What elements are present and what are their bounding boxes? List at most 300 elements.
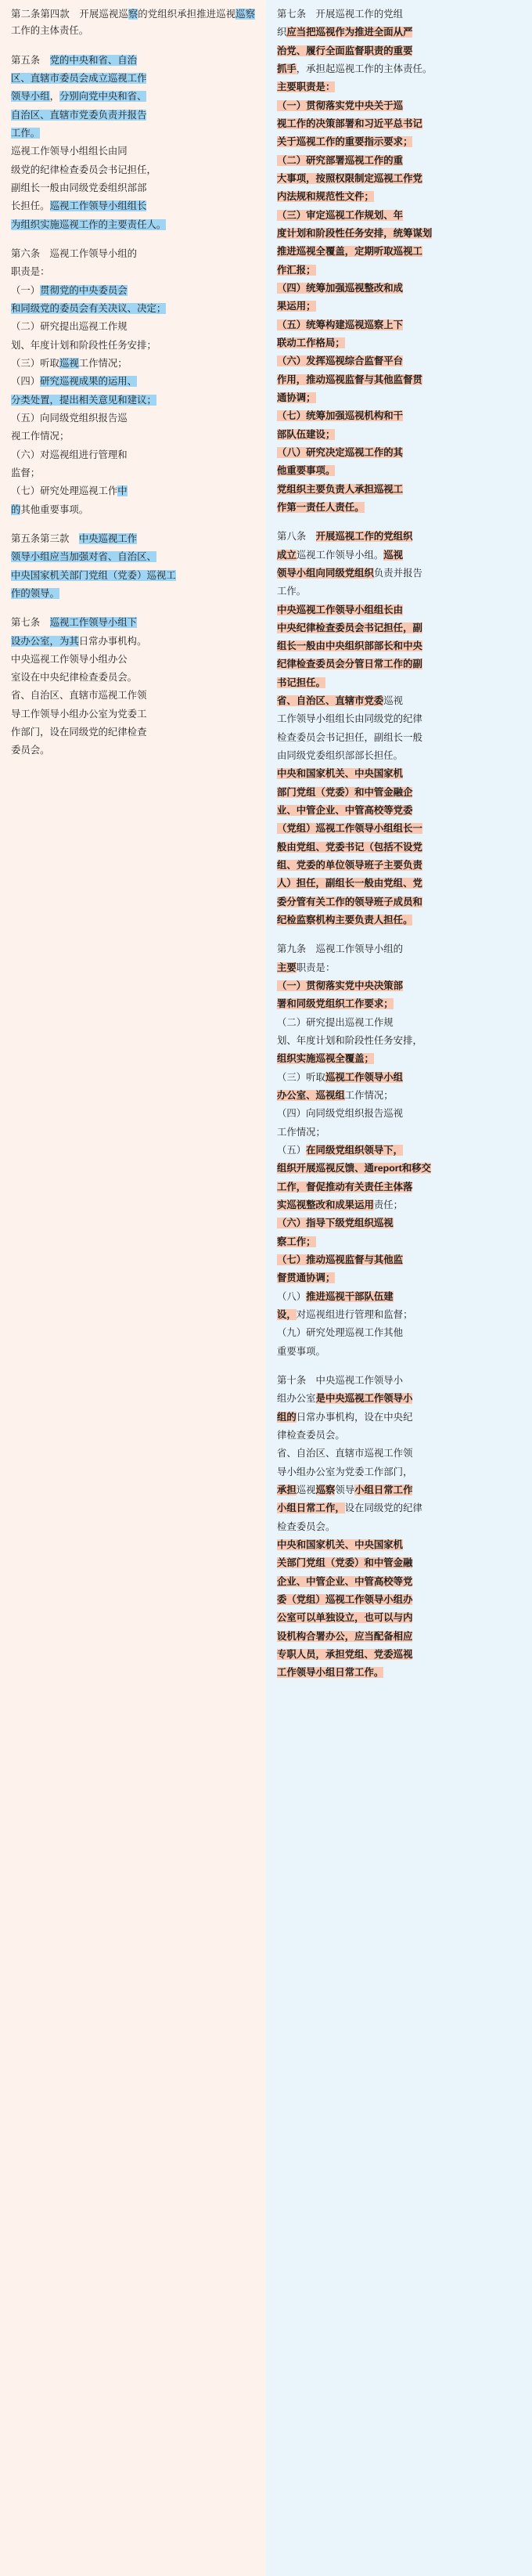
text-line bbox=[277, 317, 521, 334]
highlighted-text-run: 成立 bbox=[277, 549, 297, 561]
text-line bbox=[277, 463, 521, 479]
text-line bbox=[277, 43, 521, 60]
text-line bbox=[277, 1252, 521, 1268]
highlighted-text-run: 中 bbox=[117, 485, 128, 497]
text-run: 第八条 bbox=[277, 531, 316, 543]
highlighted-text-run: （八）研究决定巡视工作的其 bbox=[277, 446, 404, 458]
text-line bbox=[277, 427, 521, 443]
text-line bbox=[277, 1482, 521, 1499]
text-run: （三）听取 bbox=[11, 357, 59, 369]
text-line bbox=[277, 1179, 521, 1196]
text-line bbox=[11, 392, 255, 409]
text-line bbox=[277, 6, 521, 23]
highlighted-text-run: 中央巡视工作领导小组组长由 bbox=[277, 604, 404, 615]
highlighted-text-run: 设机构合署办公，应当配备相应 bbox=[277, 1630, 413, 1642]
text-line bbox=[277, 1427, 521, 1444]
text-line bbox=[277, 978, 521, 994]
highlighted-text-run: 中央国家机关部门党组（党委）巡视工 bbox=[11, 569, 176, 581]
text-line bbox=[277, 335, 521, 352]
highlighted-text-run: 是中央巡视工作领导小 bbox=[315, 1393, 413, 1405]
text-line bbox=[277, 1033, 521, 1049]
text-run: 第五条第三款 bbox=[11, 532, 79, 544]
text-line bbox=[277, 748, 521, 764]
highlighted-text-run: 区、直辖市委员会成立 bbox=[11, 72, 108, 84]
highlighted-text-run: 委（党组）巡视工作领导小组办 bbox=[277, 1593, 413, 1605]
text-run: （九）研究处理巡视工作其他 bbox=[277, 1327, 404, 1339]
highlighted-text-run: 般由党组、党委书记（包括不设党 bbox=[277, 841, 422, 853]
text-run: （二）研究提出巡视工作规 bbox=[11, 321, 128, 333]
highlighted-text-run: 人）担任，副组长一般由党组、党 bbox=[277, 878, 422, 889]
highlighted-text-run: 领导小组应当加强对省、自治区、 bbox=[11, 551, 156, 563]
highlighted-text-run: 巡察 bbox=[235, 9, 256, 20]
text-line bbox=[11, 687, 255, 704]
paragraph-spacer bbox=[11, 520, 255, 531]
highlighted-text-run: 作用，推动巡视监督与其他监督贯 bbox=[277, 373, 422, 385]
highlighted-text-run: 党组织主要负责人承担巡视工 bbox=[277, 483, 404, 495]
text-line bbox=[11, 180, 255, 197]
text-run: 省、自治区、直辖市巡视工作领 bbox=[277, 1448, 413, 1459]
highlighted-text-run: （一）贯彻落实党中央决策部 bbox=[277, 980, 404, 992]
text-line bbox=[277, 730, 521, 746]
text-line bbox=[277, 1537, 521, 1553]
text-line bbox=[277, 620, 521, 637]
text-line bbox=[277, 996, 521, 1012]
highlighted-text-run: 纪检监察机构主要负责人担任。 bbox=[277, 915, 413, 926]
text-line bbox=[277, 766, 521, 782]
highlighted-text-run: 在同级党组织领导下， bbox=[306, 1145, 404, 1156]
text-line bbox=[277, 1088, 521, 1104]
text-line bbox=[277, 24, 521, 41]
paragraph-spacer bbox=[11, 235, 255, 246]
highlighted-text-run: 承担 bbox=[277, 1484, 297, 1495]
highlighted-text-run: 作的领导。 bbox=[11, 587, 59, 599]
text-run: 重要事项。 bbox=[277, 1345, 325, 1357]
text-line bbox=[11, 568, 255, 584]
text-run: 巡视工作领导小组。 bbox=[296, 549, 384, 561]
text-line bbox=[277, 1106, 521, 1122]
text-run: 工作情况； bbox=[277, 1126, 325, 1138]
highlighted-text-run: 党的中央和省、自治 bbox=[49, 54, 138, 66]
text-run: 律检查委员会。 bbox=[277, 1429, 345, 1441]
text-run: 责任； bbox=[373, 1200, 404, 1210]
highlighted-text-run: （四）统筹加强巡视整改和成 bbox=[277, 282, 404, 294]
text-line bbox=[11, 531, 255, 547]
text-line bbox=[277, 1344, 521, 1360]
highlighted-text-run: 巡察 bbox=[315, 1484, 336, 1495]
text-run: 监督； bbox=[11, 467, 41, 478]
text-line bbox=[277, 298, 521, 315]
text-run: 对巡视组进行管理和监督； bbox=[296, 1308, 413, 1320]
text-line bbox=[11, 107, 255, 124]
text-line bbox=[11, 586, 255, 602]
text-run: （六）对巡视组进行管理和 bbox=[11, 449, 128, 460]
text-run: 日常办事机构，设在中央纪 bbox=[296, 1411, 413, 1423]
text-line bbox=[277, 1555, 521, 1571]
text-line bbox=[277, 839, 521, 856]
text-line bbox=[11, 52, 255, 69]
text-run: 工作的主体责任。 bbox=[11, 25, 89, 37]
highlighted-text-run: 中央和国家机关、中央国家机 bbox=[277, 1539, 404, 1550]
text-line bbox=[11, 615, 255, 631]
highlighted-text-run: 组长一般由中央组织部部长和中央 bbox=[277, 640, 422, 652]
text-run: 由同级党委组织部部长担任。 bbox=[277, 750, 404, 762]
text-line bbox=[277, 1307, 521, 1323]
highlighted-text-run: 设办公室，为其 bbox=[11, 635, 79, 647]
highlighted-text-run: （六）指导下级党组织巡视 bbox=[277, 1218, 394, 1229]
highlighted-text-run: （七）统筹加强巡视机构和干 bbox=[277, 410, 404, 422]
text-line bbox=[11, 633, 255, 650]
highlighted-text-run: 组、党委的单位领导班子主要负责 bbox=[277, 860, 422, 871]
text-line bbox=[277, 1215, 521, 1232]
highlighted-text-run: 巡视工作领导小组下 bbox=[49, 617, 138, 629]
text-line bbox=[277, 61, 521, 78]
text-line bbox=[11, 162, 255, 179]
text-run: （三）听取 bbox=[277, 1071, 325, 1083]
highlighted-text-run: 巡视 bbox=[59, 357, 79, 369]
text-line bbox=[277, 500, 521, 516]
text-run: 工作领导小组组长由同级党的纪律 bbox=[277, 713, 422, 725]
text-line bbox=[277, 1160, 521, 1177]
text-run: 副组长一般由同级党委组织部部 bbox=[11, 182, 147, 193]
text-run: 巡视工作领导小组组长由同 bbox=[11, 146, 128, 157]
text-line bbox=[277, 134, 521, 150]
text-line bbox=[277, 372, 521, 388]
text-line bbox=[277, 675, 521, 691]
highlighted-text-run: 为组织实施巡视工作的主要责任人。 bbox=[11, 218, 167, 230]
text-run: 视工作情况； bbox=[11, 431, 70, 442]
text-run: 第六条 巡视工作领导小组的 bbox=[11, 247, 138, 259]
text-line bbox=[277, 1574, 521, 1590]
text-line bbox=[277, 1051, 521, 1067]
text-run: ，承担起巡视工作的主体责任。 bbox=[296, 63, 433, 74]
text-run: 划、年度计划和阶段性任务安排； bbox=[11, 339, 156, 351]
text-line bbox=[277, 875, 521, 892]
text-line bbox=[277, 353, 521, 370]
text-line bbox=[11, 337, 255, 354]
highlighted-text-run: 公室可以单独设立，也可以与内 bbox=[277, 1612, 413, 1624]
highlighted-text-run: 自治区、直辖市党委负责并报告 bbox=[11, 109, 147, 121]
highlighted-text-run: 作汇报； bbox=[277, 264, 316, 276]
text-run: 室设在中央纪律检查委员会。 bbox=[11, 672, 138, 684]
highlighted-text-run: （党组）巡视工作领导小组组长一 bbox=[277, 823, 422, 835]
text-line bbox=[277, 207, 521, 224]
text-line bbox=[277, 912, 521, 929]
text-line bbox=[11, 6, 255, 40]
text-line bbox=[11, 88, 255, 105]
text-line bbox=[277, 638, 521, 655]
text-line bbox=[277, 894, 521, 911]
text-line bbox=[277, 1197, 521, 1214]
text-run: （四） bbox=[11, 376, 41, 388]
highlighted-text-run: （一）贯彻落实党中央关于巡 bbox=[277, 99, 404, 111]
highlighted-text-run: 视工作的决策部署和习近平总书记 bbox=[277, 117, 422, 129]
highlighted-text-run: 署和同级党组织工作要求； bbox=[277, 998, 394, 1010]
text-line bbox=[277, 602, 521, 619]
highlighted-text-run: 部队伍建设； bbox=[277, 428, 336, 440]
text-line bbox=[277, 225, 521, 242]
text-run: 导小组办公室为党委工 bbox=[277, 1466, 374, 1477]
text-line bbox=[277, 583, 521, 600]
paragraph-spacer bbox=[11, 604, 255, 615]
text-run: 委员会。 bbox=[11, 745, 50, 756]
text-line bbox=[277, 1464, 521, 1481]
text-line bbox=[277, 857, 521, 874]
text-run: 第七条 开展巡视工作的党组 bbox=[277, 9, 404, 20]
highlighted-text-run: （六）发挥巡视综合监督平台 bbox=[277, 355, 404, 367]
text-line bbox=[11, 465, 255, 482]
text-line bbox=[277, 1629, 521, 1645]
highlighted-text-run: 巡视工作领导小组 bbox=[325, 1071, 404, 1083]
text-line bbox=[11, 502, 255, 518]
text-line bbox=[11, 301, 255, 317]
text-line bbox=[277, 547, 521, 564]
text-line bbox=[11, 724, 255, 741]
text-run: （一） bbox=[11, 284, 41, 296]
text-line bbox=[11, 428, 255, 445]
text-line bbox=[277, 98, 521, 114]
text-run: 职责是： bbox=[296, 961, 336, 973]
text-run: 职责是： bbox=[11, 266, 50, 278]
text-line bbox=[277, 1015, 521, 1031]
highlighted-text-run: 果运用； bbox=[277, 301, 316, 312]
text-line bbox=[11, 264, 255, 280]
highlighted-text-run: 关于巡视工作的重要指示要求； bbox=[277, 136, 413, 148]
text-line bbox=[277, 1234, 521, 1250]
paragraph-spacer bbox=[11, 41, 255, 52]
text-run: （五） bbox=[277, 1145, 307, 1156]
text-line bbox=[277, 280, 521, 297]
text-line bbox=[11, 651, 255, 668]
highlighted-text-run: 工作，督促推动有关责任主体落 bbox=[277, 1181, 413, 1192]
highlighted-text-run: 主要 bbox=[277, 961, 297, 973]
text-line bbox=[11, 143, 255, 160]
text-run: 级党的纪律检查委员会书记担任， bbox=[11, 164, 156, 175]
highlighted-text-run: 他重要事项。 bbox=[277, 465, 336, 477]
text-line bbox=[277, 803, 521, 819]
text-run: 第五条 bbox=[11, 54, 50, 66]
highlighted-text-run: 工作领导小组日常工作。 bbox=[277, 1667, 384, 1679]
paragraph-spacer bbox=[277, 930, 521, 941]
text-run: 第九条 巡视工作领导小组的 bbox=[277, 943, 404, 955]
text-line bbox=[11, 246, 255, 262]
text-line bbox=[277, 565, 521, 582]
highlighted-text-run: 的 bbox=[11, 503, 21, 515]
text-run: 检查委员会书记担任，副组长一般 bbox=[277, 731, 422, 743]
highlighted-text-run: 贯彻党的中央委员会 bbox=[40, 284, 128, 296]
highlighted-text-run: 领导小组 bbox=[11, 91, 50, 103]
highlighted-text-run: 作第一责任人责任。 bbox=[277, 501, 365, 513]
highlighted-text-run: 中央巡视工作 bbox=[78, 532, 138, 544]
text-line bbox=[11, 70, 255, 87]
paragraph-spacer bbox=[277, 1362, 521, 1373]
text-run: 工作。 bbox=[277, 586, 307, 597]
highlighted-text-run: 研究巡视成果的运用、 bbox=[40, 376, 138, 388]
highlighted-text-run: 推进巡视干部队伍建 bbox=[306, 1290, 394, 1302]
highlighted-text-run: 巡视工作领导小组组长 bbox=[49, 200, 147, 212]
text-run: （八） bbox=[277, 1290, 307, 1302]
highlighted-text-run: 纪律检查委员会分管日常工作的副 bbox=[277, 658, 422, 670]
text-line bbox=[277, 244, 521, 260]
highlighted-text-run: 联动工作格局； bbox=[277, 337, 345, 348]
text-line bbox=[11, 742, 255, 759]
text-run: （二）研究提出巡视工作规 bbox=[277, 1016, 394, 1028]
highlighted-text-run: （二）研究部署巡视工作的重 bbox=[277, 154, 404, 166]
text-line bbox=[11, 217, 255, 233]
highlighted-text-run: 抓手 bbox=[277, 63, 297, 74]
text-run: 工作情况； bbox=[78, 357, 128, 369]
highlighted-text-run: 察 bbox=[128, 9, 138, 20]
text-line bbox=[277, 1270, 521, 1286]
text-line bbox=[11, 283, 255, 299]
highlighted-text-run: 省、自治区、直辖市党委 bbox=[277, 695, 384, 707]
text-line bbox=[277, 1647, 521, 1663]
text-run: 的党组织承担推进巡视 bbox=[138, 9, 236, 20]
text-line bbox=[277, 711, 521, 727]
text-line bbox=[277, 785, 521, 801]
text-run: 设在同级党的纪律 bbox=[344, 1503, 422, 1514]
text-run: ， bbox=[49, 91, 59, 103]
text-line bbox=[277, 1325, 521, 1341]
text-run: 日常办事机构。 bbox=[78, 635, 147, 647]
text-run: 领导 bbox=[335, 1484, 355, 1495]
text-line bbox=[277, 189, 521, 205]
highlighted-text-run: 督贯通协调； bbox=[277, 1272, 336, 1284]
text-line bbox=[11, 447, 255, 464]
text-line bbox=[277, 1500, 521, 1517]
text-run: 织 bbox=[277, 27, 287, 38]
text-line bbox=[277, 390, 521, 406]
highlighted-text-run: 小组日常工作， bbox=[277, 1503, 345, 1514]
highlighted-text-run: 部门党组（党委）和中管金融企 bbox=[277, 786, 413, 798]
highlighted-text-run: （七）推动巡视监督与其他监 bbox=[277, 1254, 404, 1265]
text-line bbox=[277, 1519, 521, 1535]
column-new-version bbox=[266, 0, 532, 2576]
text-run: （五）向同级党组织报告巡 bbox=[11, 412, 128, 424]
text-run: 划、年度计划和阶段性任务安排， bbox=[277, 1035, 422, 1047]
text-line bbox=[277, 262, 521, 279]
highlighted-text-run: 委分管有关工作的领导班子成员和 bbox=[277, 896, 422, 907]
text-line bbox=[11, 706, 255, 723]
text-run: 第七条 bbox=[11, 617, 50, 629]
highlighted-text-run: 办公室、巡视组 bbox=[277, 1090, 345, 1102]
highlighted-text-run: 小组日常工作 bbox=[354, 1484, 413, 1495]
highlighted-text-run: 和同级党的委员会有关决议、决定； bbox=[11, 302, 167, 314]
text-run: 作部门， bbox=[373, 1466, 413, 1477]
text-run: （四）向同级党组织报告巡视 bbox=[277, 1108, 404, 1120]
text-line bbox=[277, 941, 521, 958]
text-line bbox=[277, 1592, 521, 1608]
text-run: 第十条 中央巡视工作领导小 bbox=[277, 1374, 404, 1386]
text-line bbox=[277, 116, 521, 132]
text-line bbox=[277, 1373, 521, 1389]
text-line bbox=[277, 960, 521, 976]
highlighted-text-run: 通协调； bbox=[277, 391, 316, 403]
text-line bbox=[11, 483, 255, 500]
text-run: 工作情况； bbox=[344, 1090, 394, 1102]
text-line bbox=[11, 319, 255, 335]
text-line bbox=[277, 693, 521, 709]
highlighted-text-run: 领导小组向同级党组织 bbox=[277, 567, 374, 579]
highlighted-text-run: 主要职责是： bbox=[277, 81, 336, 93]
text-line bbox=[11, 549, 255, 565]
text-line bbox=[277, 1391, 521, 1407]
highlighted-text-run: 组织开展巡视反馈、通report和移交 bbox=[277, 1163, 431, 1174]
text-line bbox=[11, 198, 255, 215]
text-line bbox=[277, 1124, 521, 1141]
text-run: 长担任。 bbox=[11, 200, 50, 212]
text-line bbox=[11, 410, 255, 427]
text-line bbox=[277, 445, 521, 461]
highlighted-text-run: 中央和国家机关、中央国家机 bbox=[277, 768, 404, 780]
highlighted-text-run: 察工作； bbox=[277, 1236, 316, 1247]
text-line bbox=[277, 153, 521, 169]
text-run: 巡视 bbox=[296, 1484, 316, 1495]
text-line bbox=[11, 125, 255, 142]
text-line bbox=[277, 482, 521, 498]
highlighted-text-run: 组织实施巡视全覆盖； bbox=[277, 1053, 374, 1065]
highlighted-text-run: 组的 bbox=[277, 1411, 297, 1423]
highlighted-text-run: 关部门党组（党委）和中管金融 bbox=[277, 1557, 413, 1569]
text-line bbox=[277, 821, 521, 837]
text-run: （七）研究处理巡视工作 bbox=[11, 485, 118, 497]
highlighted-text-run: 推进巡视全覆盖，定期听取巡视工 bbox=[277, 246, 422, 258]
highlighted-text-run: 实巡视整改和成果运用 bbox=[277, 1200, 374, 1210]
highlighted-text-run: 专职人员，承担党组、党委巡视 bbox=[277, 1648, 413, 1660]
text-line bbox=[277, 1142, 521, 1159]
highlighted-text-run: 内法规和规范性文件； bbox=[277, 191, 374, 203]
highlighted-text-run: （三）审定巡视工作规划、年 bbox=[277, 209, 404, 221]
text-run: 省、自治区、直辖市巡视工作领 bbox=[11, 690, 147, 702]
text-line bbox=[277, 656, 521, 673]
highlighted-text-run: 治党、履行全面监督职责的重要 bbox=[277, 45, 413, 56]
highlighted-text-run: 开展巡视工作的党组织 bbox=[315, 531, 413, 543]
highlighted-text-run: 分别向党中央和省、 bbox=[59, 91, 147, 103]
text-line bbox=[277, 408, 521, 424]
text-line bbox=[11, 669, 255, 686]
text-run: 中央巡视工作领导小组办公 bbox=[11, 653, 128, 665]
text-line bbox=[277, 529, 521, 545]
text-line bbox=[277, 171, 521, 187]
text-line bbox=[277, 1445, 521, 1462]
highlighted-text-run: 企业、中管企业、中管高校等党 bbox=[277, 1575, 413, 1587]
text-line bbox=[277, 79, 521, 96]
text-line bbox=[277, 1665, 521, 1681]
text-line bbox=[11, 373, 255, 390]
highlighted-text-run: 度计划和阶段性任务安排，统筹谋划 bbox=[277, 227, 433, 239]
highlighted-text-run: 应当把巡视作为推进全面从严 bbox=[286, 27, 413, 38]
text-line bbox=[277, 1409, 521, 1426]
highlighted-text-run: 大事项，按照权限制定巡视工作党 bbox=[277, 172, 422, 184]
highlighted-text-run: 书记担任。 bbox=[277, 676, 325, 688]
text-run: 作部门，设在同级党的纪律检查 bbox=[11, 727, 147, 738]
text-line bbox=[277, 1070, 521, 1086]
highlighted-text-run: 中央纪律检查委员会书记担任，副 bbox=[277, 622, 422, 633]
text-run: 检查委员会。 bbox=[277, 1521, 336, 1532]
text-run: 负责并报告 bbox=[373, 567, 422, 579]
highlighted-text-run: 业、中管企业、中管高校等党委 bbox=[277, 805, 413, 817]
text-run: 巡视 bbox=[383, 695, 404, 707]
highlighted-text-run: 设， bbox=[277, 1308, 297, 1320]
text-line bbox=[277, 1610, 521, 1626]
text-line bbox=[11, 355, 255, 372]
highlighted-text-run: （五）统筹构建巡视巡察上下 bbox=[277, 319, 404, 330]
text-run: 第二条第四款 开展巡视巡 bbox=[11, 9, 128, 20]
text-line bbox=[277, 1289, 521, 1305]
highlighted-text-run: 分类处置，提出相关意见和建议； bbox=[11, 394, 156, 406]
paragraph-spacer bbox=[277, 518, 521, 529]
highlighted-text-run: 巡视工作 bbox=[107, 72, 147, 84]
highlighted-text-run: 工作。 bbox=[11, 127, 41, 139]
